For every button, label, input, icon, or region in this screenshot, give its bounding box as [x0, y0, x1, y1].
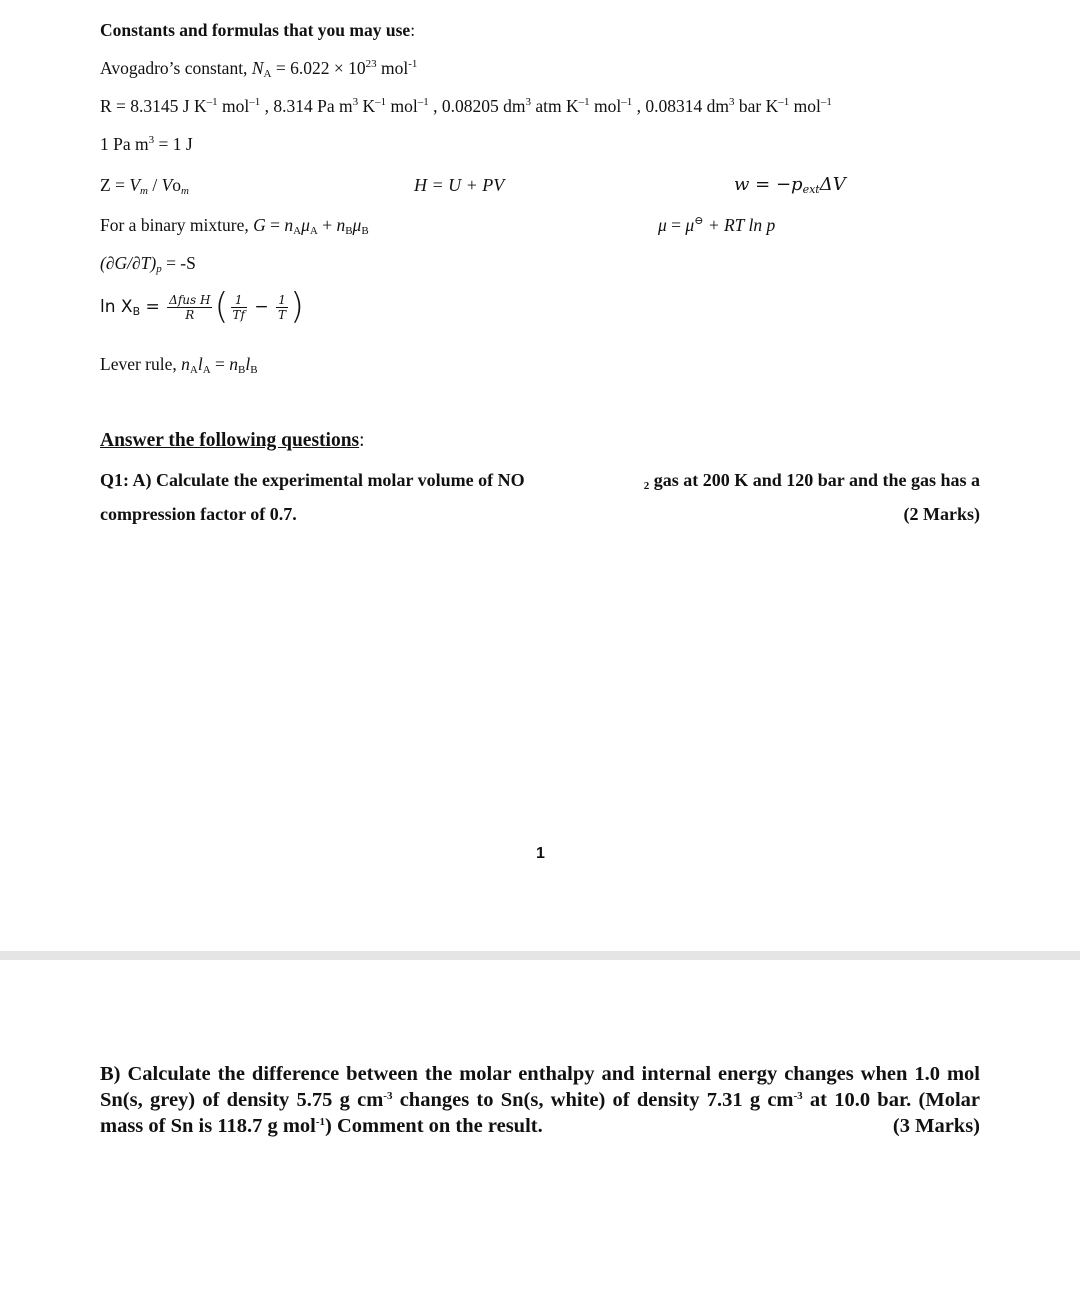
- no2-subscript: 2: [643, 480, 650, 492]
- binary-mixture-formula: For a binary mixture, $G = n_A\mu_A + n_B\mu_B$: [100, 215, 369, 237]
- inverse-t-fraction: $\frac{1}{T}$: [278, 292, 287, 322]
- q1a-marks: (2 Marks): [903, 504, 980, 524]
- inverse-tf-fraction: $\frac{1}{Tf}$: [232, 292, 245, 322]
- ideal-solubility-formula: $\ln X_B$ = $\frac{\text{Δfus H}}{R}$ ( $\frac{1}{Tf}$ − $\frac{1}{T}$ ): [100, 286, 305, 327]
- gibbs-temperature-derivative: $(\partial G/\partial T)_p = -S$: [100, 253, 196, 275]
- q1a-line-2: [100, 504, 980, 525]
- q1a-text-end: gas at 200 K and 120 bar and the gas has a: [649, 470, 980, 490]
- page-number: 1: [536, 845, 545, 862]
- lever-rule: Lever rule, $n_Al_A = n_Bl_B$: [100, 354, 258, 376]
- avogadro-constant: Avogadro’s constant, $N_A = 6.022 \times 10^{23}$ mol$^{-1}$: [100, 58, 418, 80]
- q1a-text-start: Q1: A) Calculate the experimental molar volume of NO: [100, 470, 525, 490]
- instructions-heading: Answer the following questions:: [100, 430, 365, 451]
- pa-conversion: 1 Pa $m^3 = 1$ J: [100, 134, 193, 154]
- work-formula: $w = -p_{ext}\Delta V$: [734, 174, 846, 196]
- q1b-marks: (3 Marks): [892, 1115, 980, 1137]
- compression-factor-formula: $Z = V_m / Vo_m$: [100, 175, 189, 197]
- chemical-potential-formula: μ = μ⊖ + RT ln p: [658, 215, 776, 235]
- enthalpy-fraction: $\frac{\text{Δfus H}}{R}$: [169, 292, 211, 322]
- q1a-text-line2: compression factor of 0.7.: [100, 504, 297, 524]
- formulas-heading: Constants and formulas that you may use:: [100, 20, 416, 40]
- gas-constant-line: R = 8.3145 J $K^{-1}$ mol$^{-1}$ , 8.314 Pa $m^3$ $K^{-1}$ mol$^{-1}$ , 0.08205 $dm^3$ atm $K^{-1}$ mol$^{-1}$ , 0.08314 $dm^3$ bar $K^{-1}$ mol$^{-1}$: [100, 96, 832, 116]
- q1a-line-1: [100, 470, 980, 491]
- page-2: [0, 960, 1080, 1292]
- q1b-question: B) Calculate the difference between the molar enthalpy and internal energy changes when 1.0 mol Sn(s, grey) of density 5.75 g $cm^{-3}$ changes to Sn(s, white) of density 7.31 g $cm^{-3}$ at 10.0 bar. (Molar mass of Sn is 118.7 g mol$^{-1}$) Comment on the result. (3 Marks): [100, 1063, 981, 1137]
- page-separator: [0, 951, 1080, 960]
- enthalpy-formula: H = U + PV: [414, 175, 505, 195]
